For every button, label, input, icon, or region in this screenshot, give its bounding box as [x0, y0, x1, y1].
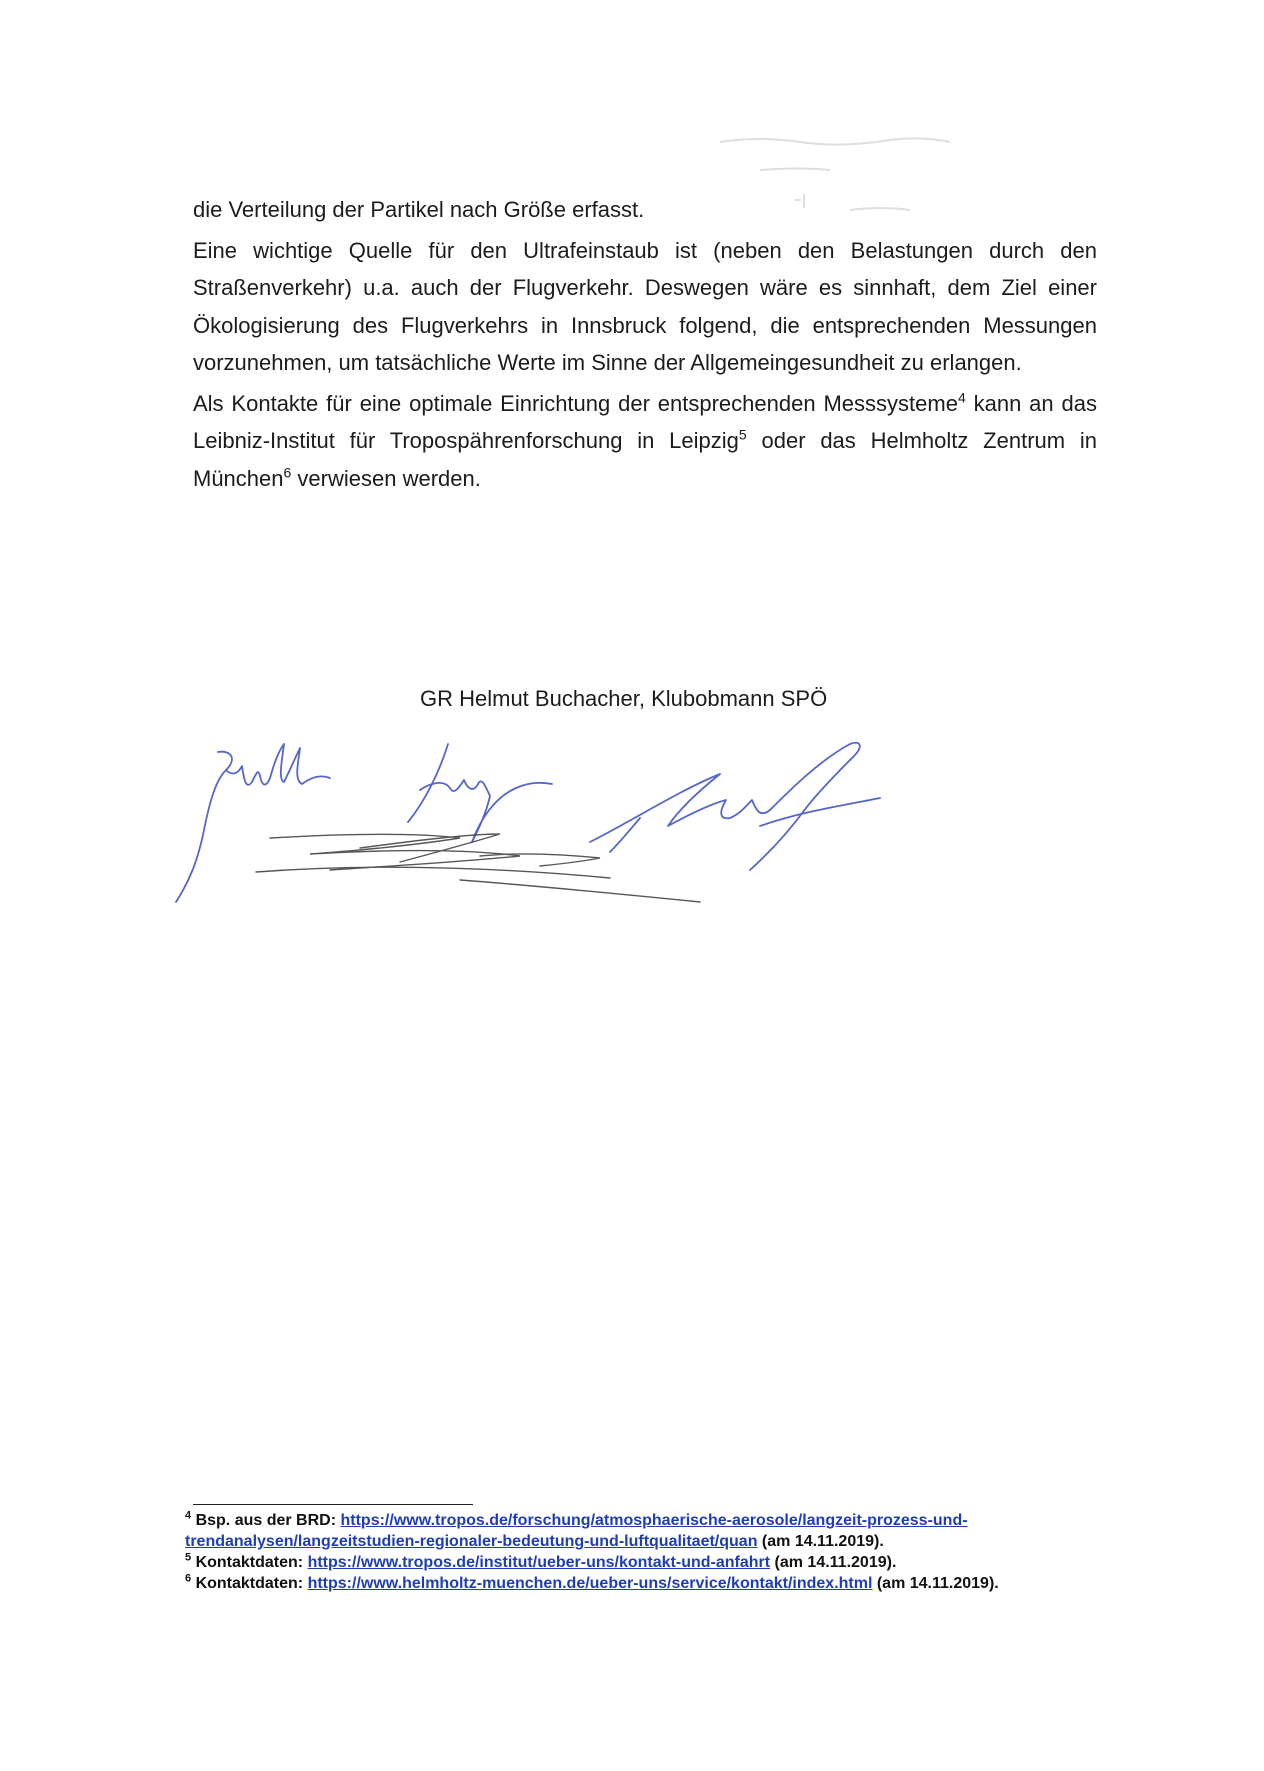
- paragraph-1: die Verteilung der Partikel nach Größe erfasst.: [193, 197, 645, 222]
- footnote-5: [185, 1552, 1075, 1573]
- signer-line: GR Helmut Buchacher, Klubobmann SPÖ: [420, 686, 828, 711]
- paragraph-3-part-d: verwiesen werden.: [291, 465, 481, 491]
- footnote-separator: [193, 1504, 473, 1505]
- footnote-6: [185, 1573, 1075, 1594]
- body-text: [193, 191, 1097, 500]
- footnote-5-link[interactable]: https://www.tropos.de/institut/ueber-uns/kontakt-und-anfahrt: [307, 1554, 771, 1571]
- footnote-6-link[interactable]: https://www.helmholtz-muenchen.de/ueber-uns/service/kontakt/index.html: [307, 1575, 873, 1592]
- footnote-4-suffix: (am 14.11.2019).: [757, 1533, 884, 1550]
- paragraph-3-part-b: kann an das Leibniz-Institut für Tropospährenforschung in Leipzig: [193, 390, 1097, 453]
- paragraph-3-part-a: Als Kontakte für eine optimale Einrichtung der entsprechenden Messsysteme: [193, 390, 958, 416]
- paragraph-3-part-c: oder das Helmholtz Zentrum in München: [193, 428, 1097, 491]
- footnote-ref-6[interactable]: 6: [283, 464, 292, 481]
- footnote-6-prefix: Kontaktdaten:: [195, 1575, 308, 1592]
- handwritten-signatures: [160, 730, 980, 950]
- paragraph-3: [193, 385, 1097, 498]
- footnote-4-number: 4: [185, 1509, 192, 1522]
- footnote-5-suffix: (am 14.11.2019).: [770, 1554, 897, 1571]
- footnote-6-suffix: (am 14.11.2019).: [872, 1575, 999, 1592]
- footnote-4-link[interactable]: https://www.tropos.de/forschung/atmosphaerische-aerosole/langzeit-prozess-und-trendanalysen/langzeitstudien-regionaler-bedeutung-und-luftqualitaet/quan: [185, 1512, 968, 1550]
- footnote-5-number: 5: [185, 1551, 192, 1564]
- footnote-4: [185, 1510, 1075, 1552]
- paragraph-2: Eine wichtige Quelle für den Ultrafeinstaub ist (neben den Belastungen durch den Straßenverkehr) u.a. auch der Flugverkehr. Deswegen wäre es sinnhaft, dem Ziel einer Ökologisierung des Flugverkehrs in Innsbruck folgend, die entsprechenden Messungen vorzunehmen, um tatsächliche Werte im Sinne der Allgemeingesundheit zu erlangen.: [193, 237, 1097, 375]
- footnote-ref-5[interactable]: 5: [738, 426, 747, 443]
- footnotes: [185, 1510, 1075, 1594]
- footnote-6-number: 6: [185, 1572, 192, 1585]
- footnote-ref-4[interactable]: 4: [957, 389, 966, 406]
- footnote-5-prefix: Kontaktdaten:: [195, 1554, 308, 1571]
- footnote-4-prefix: Bsp. aus der BRD:: [195, 1512, 341, 1529]
